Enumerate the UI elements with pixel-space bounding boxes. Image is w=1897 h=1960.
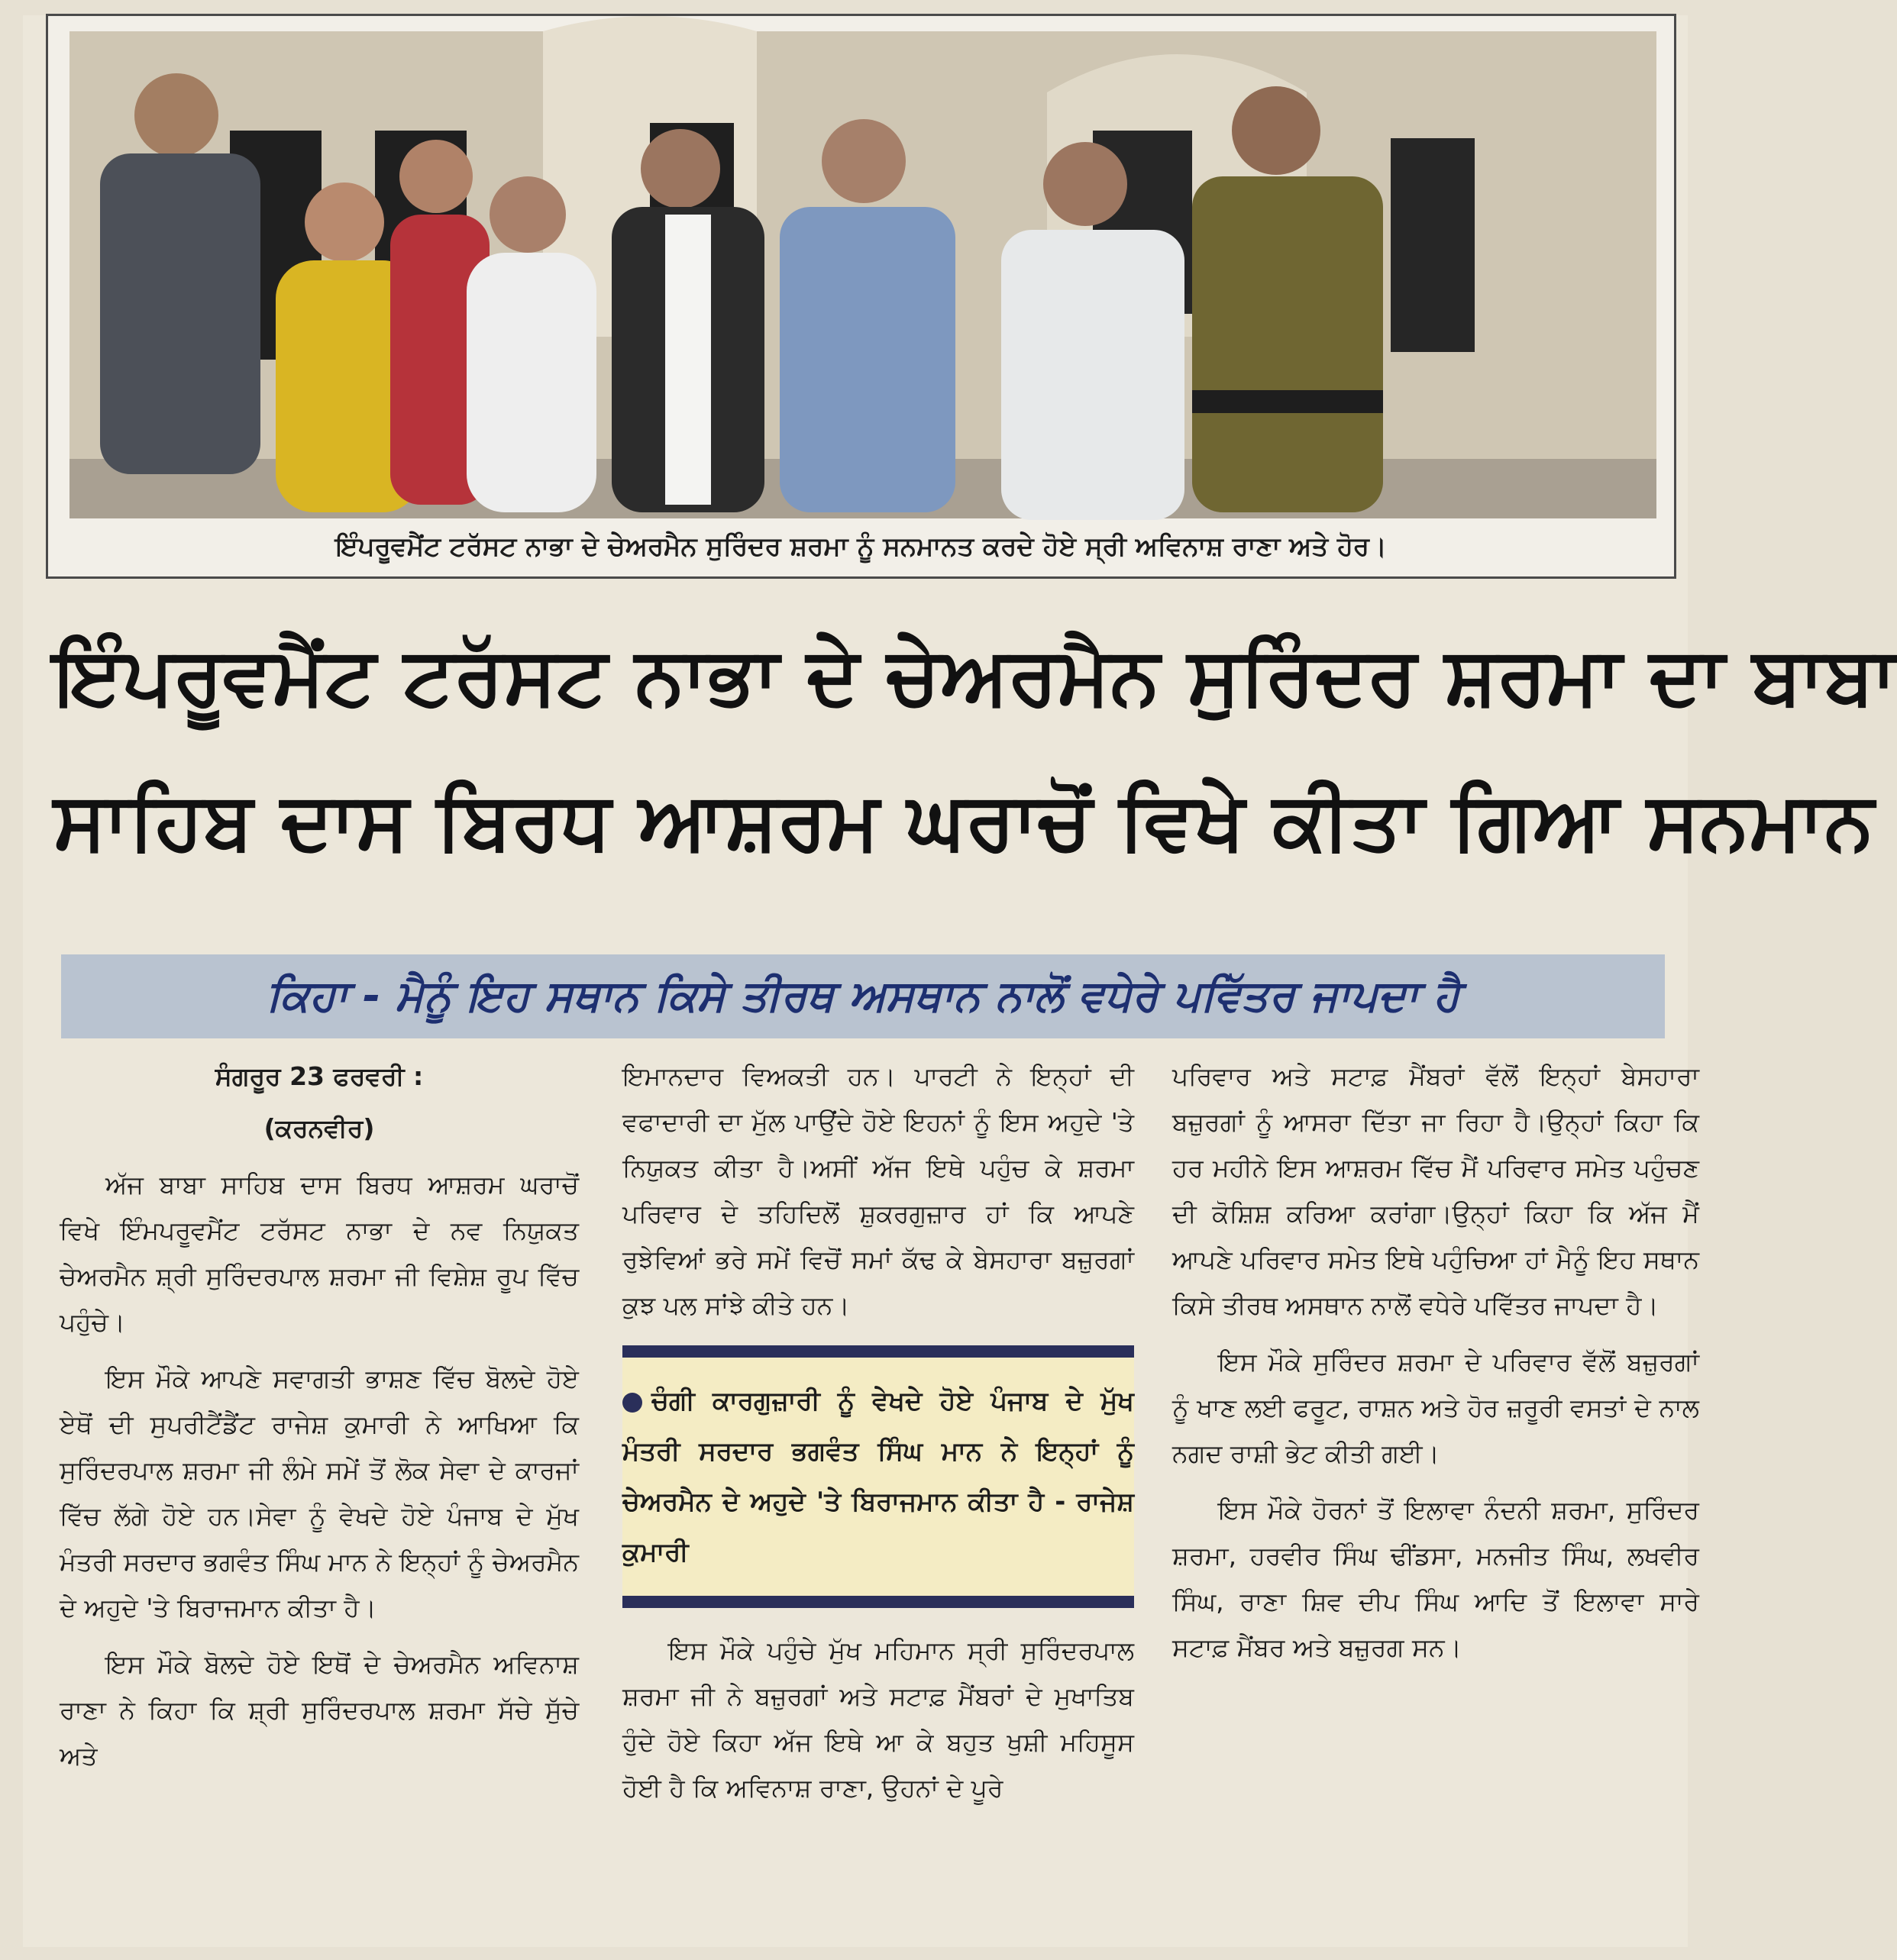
group-photo-illustration	[69, 31, 1656, 518]
headline-line-1: ਇੰਪਰੂਵਮੈਂਟ ਟਰੱਸਟ ਨਾਭਾ ਦੇ ਚੇਅਰਮੈਨ ਸੁਰਿੰਦਰ ਸ਼ਰਮਾ ਦਾ ਬਾਬਾ	[53, 629, 1897, 722]
article-column-3	[1172, 1054, 1699, 1681]
paragraph: ਇਮਾਨਦਾਰ ਵਿਅਕਤੀ ਹਨ। ਪਾਰਟੀ ਨੇ ਇਨ੍ਹਾਂ ਦੀ ਵਫਾਦਾਰੀ ਦਾ ਮੁੱਲ ਪਾਉਂਦੇ ਹੋਏ ਇਹਨਾਂ ਨੂੰ ਇਸ ਅਹੁਦੇ 'ਤੇ ਨਿਯੁਕਤ ਕੀਤਾ ਹੈ।ਅਸੀਂ ਅੱਜ ਇਥੇ ਪਹੁੰਚ ਕੇ ਸ਼ਰਮਾ ਪਰਿਵਾਰ ਦੇ ਤਹਿਦਿਲੋਂ ਸ਼ੁਕਰਗੁਜ਼ਾਰ ਹਾਂ ਕਿ ਆਪਣੇ ਰੁਝੇਵਿਆਂ ਭਰੇ ਸਮੇਂ ਵਿਚੋਂ ਸਮਾਂ ਕੱਢ ਕੇ ਬੇਸਹਾਰਾ ਬਜ਼ੁਰਗਾਂ ਕੁਝ ਪਲ ਸਾਂਝੇ ਕੀਤੇ ਹਨ।	[622, 1061, 1134, 1320]
dateline: ਸੰਗਰੂਰ 23 ਫਰਵਰੀ :	[215, 1061, 424, 1091]
byline: (ਕਰਨਵੀਰ)	[263, 1113, 375, 1143]
photo-caption: ਇੰਪਰੂਵਮੈਂਟ ਟਰੱਸਟ ਨਾਭਾ ਦੇ ਚੇਅਰਮੈਨ ਸੁਰਿੰਦਰ ਸ਼ਰਮਾ ਨੂੰ ਸਨਮਾਨਤ ਕਰਦੇ ਹੋਏ ਸ੍ਰੀ ਅਵਿਨਾਸ਼ ਰਾਣਾ ਅਤੇ ਹੋਰ।	[335, 531, 1387, 562]
paragraph: ਪਰਿਵਾਰ ਅਤੇ ਸਟਾਫ਼ ਮੈਂਬਰਾਂ ਵੱਲੋਂ ਇਨ੍ਹਾਂ ਬੇਸਹਾਰਾ ਬਜ਼ੁਰਗਾਂ ਨੂੰ ਆਸਰਾ ਦਿੱਤਾ ਜਾ ਰਿਹਾ ਹੈ।ਉਨ੍ਹਾਂ ਕਿਹਾ ਕਿ ਹਰ ਮਹੀਨੇ ਇਸ ਆਸ਼ਰਮ ਵਿੱਚ ਮੈਂ ਪਰਿਵਾਰ ਸਮੇਤ ਪਹੁੰਚਣ ਦੀ ਕੋਸ਼ਿਸ਼ ਕਰਿਆ ਕਰਾਂਗਾ।ਉਨ੍ਹਾਂ ਕਿਹਾ ਕਿ ਅੱਜ ਮੈਂ ਆਪਣੇ ਪਰਿਵਾਰ ਸਮੇਤ ਇਥੇ ਪਹੁੰਚਿਆ ਹਾਂ ਮੈਨੂੰ ਇਹ ਸਥਾਨ ਕਿਸੇ ਤੀਰਥ ਅਸਥਾਨ ਨਾਲੋਂ ਵਧੇਰੇ ਪਵਿੱਤਰ ਜਾਪਦਾ ਹੈ।	[1172, 1061, 1699, 1320]
headline	[53, 603, 1897, 893]
article-column-2	[622, 1054, 1134, 1822]
pull-quote	[622, 1345, 1134, 1608]
paragraph: ਇਸ ਮੌਕੇ ਹੋਰਨਾਂ ਤੋਂ ਇਲਾਵਾ ਨੰਦਨੀ ਸ਼ਰਮਾ, ਸੁਰਿੰਦਰ ਸ਼ਰਮਾ, ਹਰਵੀਰ ਸਿੰਘ ਢੀਂਡਸਾ, ਮਨਜੀਤ ਸਿੰਘ, ਲਖਵੀਰ ਸਿੰਘ, ਰਾਣਾ ਸ਼ਿਵ ਦੀਪ ਸਿੰਘ ਆਦਿ ਤੋਂ ਇਲਾਵਾ ਸਾਰੇ ਸਟਾਫ਼ ਮੈਂਬਰ ਅਤੇ ਬਜ਼ੁਰਗ ਸਨ।	[1172, 1495, 1699, 1662]
headline-line-2: ਸਾਹਿਬ ਦਾਸ ਬਿਰਧ ਆਸ਼ਰਮ ਘਰਾਚੋਂ ਵਿਖੇ ਕੀਤਾ ਗਿਆ ਸਨਮਾਨ	[53, 774, 1874, 867]
photo-frame	[46, 14, 1676, 579]
paragraph: ਇਸ ਮੌਕੇ ਬੋਲਦੇ ਹੋਏ ਇਥੋਂ ਦੇ ਚੇਅਰਮੈਨ ਅਵਿਨਾਸ਼ ਰਾਣਾ ਨੇ ਕਿਹਾ ਕਿ ਸ਼੍ਰੀ ਸੁਰਿੰਦਰਪਾਲ ਸ਼ਰਮਾ ਸੱਚੇ ਸੁੱਚੇ ਅਤੇ	[60, 1649, 579, 1771]
bullet-icon	[622, 1393, 642, 1413]
article-column-1	[60, 1054, 579, 1790]
group-photo	[69, 31, 1656, 518]
paragraph: ਅੱਜ ਬਾਬਾ ਸਾਹਿਬ ਦਾਸ ਬਿਰਧ ਆਸ਼ਰਮ ਘਰਾਚੋਂ ਵਿਖੇ ਇੰਮਪਰੂਵਮੈਂਟ ਟਰੱਸਟ ਨਾਭਾ ਦੇ ਨਵ ਨਿਯੁਕਤ ਚੇਅਰਮੈਨ ਸ਼੍ਰੀ ਸੁਰਿੰਦਰਪਾਲ ਸ਼ਰਮਾ ਜੀ ਵਿਸ਼ੇਸ਼ ਰੂਪ ਵਿੱਚ ਪਹੁੰਚੇ।	[60, 1170, 579, 1337]
pull-quote-text: ਚੰਗੀ ਕਾਰਗੁਜ਼ਾਰੀ ਨੂੰ ਵੇਖਦੇ ਹੋਏ ਪੰਜਾਬ ਦੇ ਮੁੱਖ ਮੰਤਰੀ ਸਰਦਾਰ ਭਗਵੰਤ ਸਿੰਘ ਮਾਨ ਨੇ ਇਨ੍ਹਾਂ ਨੂੰ ਚੇਅਰਮੈਨ ਦੇ ਅਹੁਦੇ 'ਤੇ ਬਿਰਾਜਮਾਨ ਕੀਤਾ ਹੈ - ਰਾਜੇਸ਼ ਕੁਮਾਰੀ	[622, 1386, 1134, 1568]
paragraph: ਇਸ ਮੌਕੇ ਸੁਰਿੰਦਰ ਸ਼ਰਮਾ ਦੇ ਪਰਿਵਾਰ ਵੱਲੋਂ ਬਜ਼ੁਰਗਾਂ ਨੂੰ ਖਾਣ ਲਈ ਫਰੂਟ, ਰਾਸ਼ਨ ਅਤੇ ਹੋਰ ਜ਼ਰੂਰੀ ਵਸਤਾਂ ਦੇ ਨਾਲ ਨਗਦ ਰਾਸ਼ੀ ਭੇਟ ਕੀਤੀ ਗਈ।	[1172, 1347, 1699, 1468]
paragraph: ਇਸ ਮੌਕੇ ਆਪਣੇ ਸਵਾਗਤੀ ਭਾਸ਼ਣ ਵਿੱਚ ਬੋਲਦੇ ਹੋਏ ਏਥੋਂ ਦੀ ਸੁਪਰੀਟੈਂਡੈਂਟ ਰਾਜੇਸ਼ ਕੁਮਾਰੀ ਨੇ ਆਖਿਆ ਕਿ ਸੁਰਿੰਦਰਪਾਲ ਸ਼ਰਮਾ ਜੀ ਲੰਮੇ ਸਮੇਂ ਤੋਂ ਲੋਕ ਸੇਵਾ ਦੇ ਕਾਰਜਾਂ ਵਿੱਚ ਲੱਗੇ ਹੋਏ ਹਨ।ਸੇਵਾ ਨੂੰ ਵੇਖਦੇ ਹੋਏ ਪੰਜਾਬ ਦੇ ਮੁੱਖ ਮੰਤਰੀ ਸਰਦਾਰ ਭਗਵੰਤ ਸਿੰਘ ਮਾਨ ਨੇ ਇਨ੍ਹਾਂ ਨੂੰ ਚੇਅਰਮੈਨ ਦੇ ਅਹੁਦੇ 'ਤੇ ਬਿਰਾਜਮਾਨ ਕੀਤਾ ਹੈ।	[60, 1364, 579, 1623]
paragraph: ਇਸ ਮੌਕੇ ਪਹੁੰਚੇ ਮੁੱਖ ਮਹਿਮਾਨ ਸ੍ਰੀ ਸੁਰਿੰਦਰਪਾਲ ਸ਼ਰਮਾ ਜੀ ਨੇ ਬਜ਼ੁਰਗਾਂ ਅਤੇ ਸਟਾਫ਼ ਮੈਂਬਰਾਂ ਦੇ ਮੁਖਾਤਿਬ ਹੁੰਦੇ ਹੋਏ ਕਿਹਾ ਅੱਜ ਇਥੇ ਆ ਕੇ ਬਹੁਤ ਖੁਸ਼ੀ ਮਹਿਸੂਸ ਹੋਈ ਹੈ ਕਿ ਅਵਿਨਾਸ਼ ਰਾਣਾ, ਉਹਨਾਂ ਦੇ ਪੂਰੇ	[622, 1635, 1134, 1803]
sub-headline: ਕਿਹਾ - ਮੈਨੂੰ ਇਹ ਸਥਾਨ ਕਿਸੇ ਤੀਰਥ ਅਸਥਾਨ ਨਾਲੋਂ ਵਧੇਰੇ ਪਵਿੱਤਰ ਜਾਪਦਾ ਹੈ	[61, 954, 1665, 1038]
